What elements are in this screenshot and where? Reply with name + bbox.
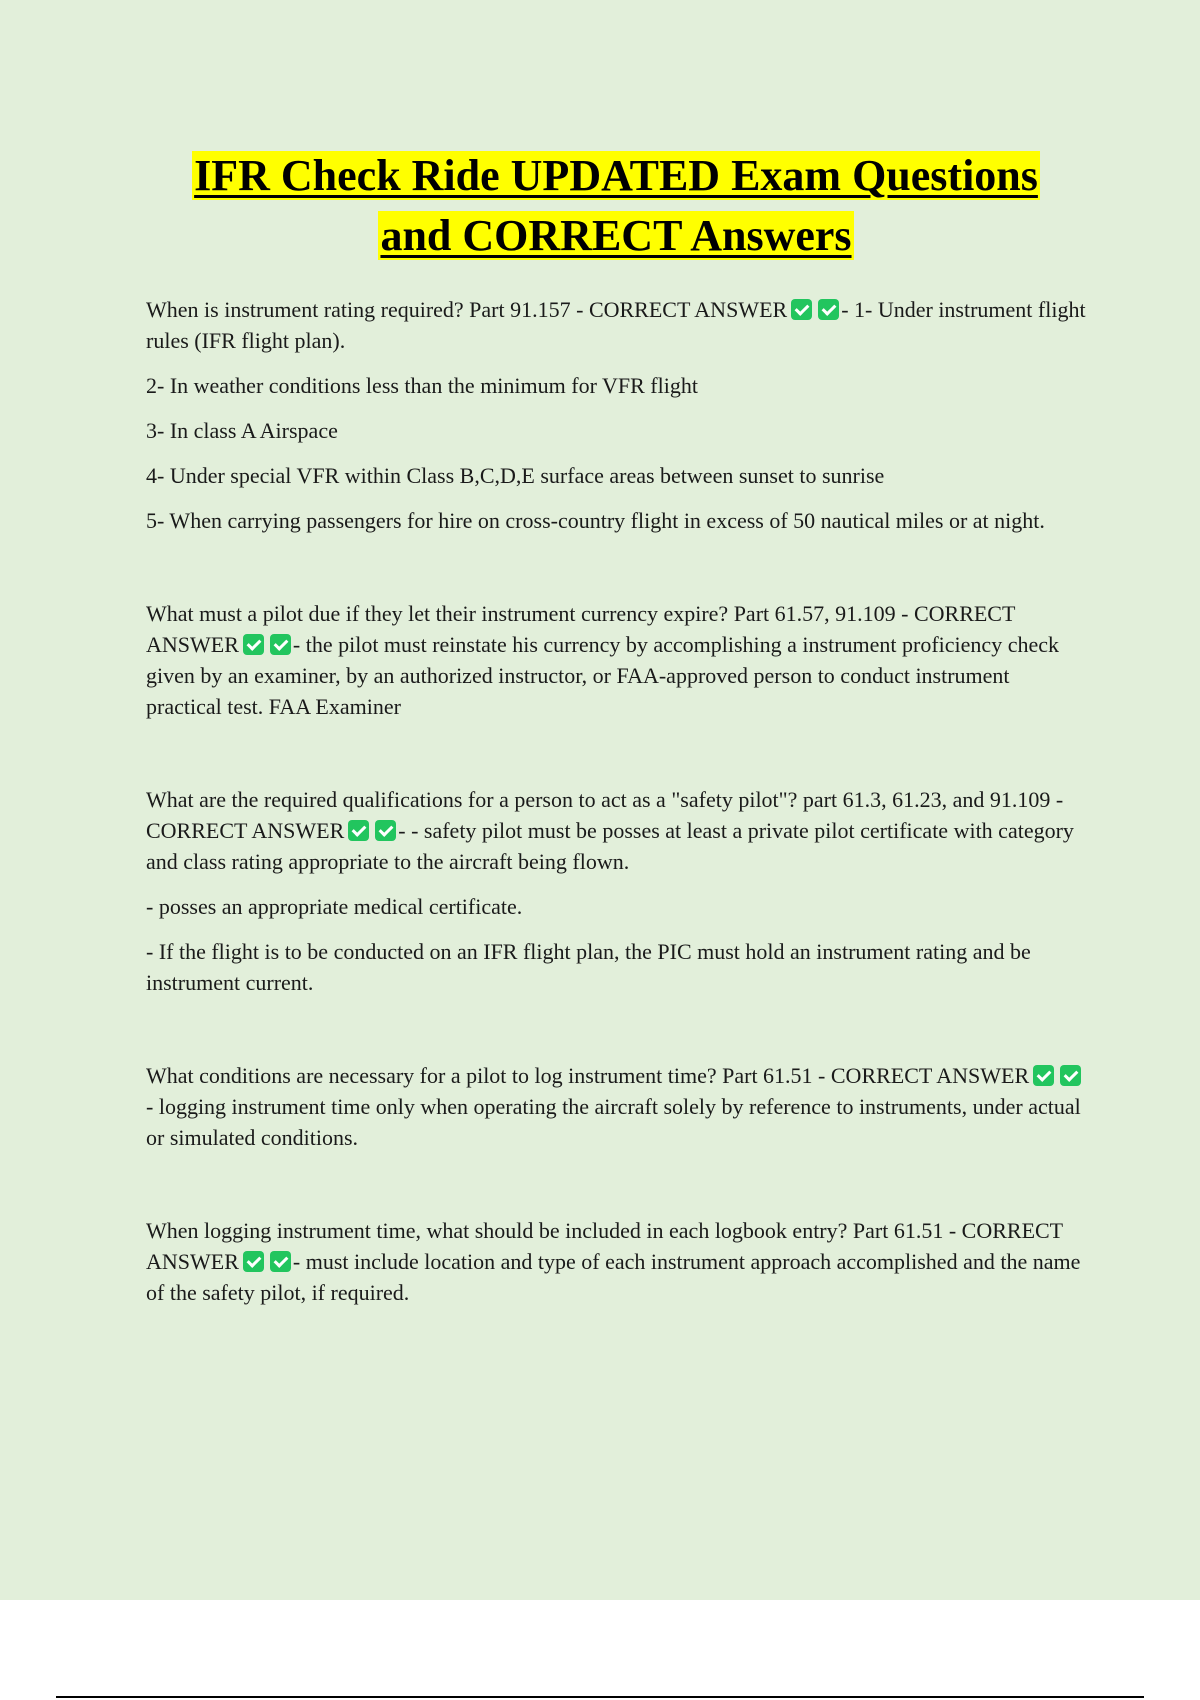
title-line-2: and CORRECT Answers (380, 211, 852, 260)
check-mark-icon (791, 299, 812, 320)
answer-text: - must include location and type of each instrument approach accomplished and the name of the safety pilot, if required. (146, 1249, 1081, 1305)
answer-text: - - safety pilot must be posses at least a private pilot certificate with category and class rating appropriate to the aircraft being flown. (146, 818, 1074, 874)
question-text: What conditions are necessary for a pilot to log instrument time? Part 61.51 - CORRECT ANSWER (146, 1063, 1030, 1088)
qa-item-1 (146, 294, 1086, 536)
qa-item-3 (146, 784, 1086, 998)
qa-paragraph (146, 598, 1086, 722)
check-mark-icon (1033, 1065, 1054, 1086)
answer-extra-line: 5- When carrying passengers for hire on cross-country flight in excess of 50 nautical miles or at night. (146, 508, 1045, 533)
answer-extra-line: 4- Under special VFR within Class B,C,D,E surface areas between sunset to sunrise (146, 463, 885, 488)
qa-paragraph (146, 1060, 1086, 1153)
qa-item-5 (146, 1215, 1086, 1308)
answer-extra-line: 2- In weather conditions less than the minimum for VFR flight (146, 373, 698, 398)
footer-divider (56, 1696, 1144, 1698)
qa-paragraph (146, 1215, 1086, 1308)
answer-text: - logging instrument time only when operating the aircraft solely by reference to instruments, under actual or simulated conditions. (146, 1094, 1081, 1150)
answer-extra-line: - posses an appropriate medical certificate. (146, 894, 523, 919)
check-mark-icon (243, 634, 264, 655)
title-line-1: IFR Check Ride UPDATED Exam Questions (194, 151, 1038, 200)
check-mark-icon (375, 820, 396, 841)
check-mark-icon (270, 634, 291, 655)
qa-paragraph (146, 784, 1086, 877)
qa-paragraph (146, 294, 1086, 356)
answer-extra-line: - If the flight is to be conducted on an IFR flight plan, the PIC must hold an instrument rating and be instrument current. (146, 939, 1031, 995)
check-mark-icon (270, 1251, 291, 1272)
answer-text: - 1- Under instrument flight rules (IFR flight plan). (146, 297, 1086, 353)
answer-text: - the pilot must reinstate his currency by accomplishing a instrument proficiency check given by an examiner, by an authorized instructor, or FAA-approved person to conduct instrument practical test. FAA Examiner (146, 632, 1059, 719)
document-title (146, 146, 1086, 266)
question-text: What must a pilot due if they let their instrument currency expire? Part 61.57, 91.109 - CORRECT ANSWER (146, 601, 1016, 657)
question-text: When logging instrument time, what should be included in each logbook entry? Part 61.51 - CORRECT ANSWER (146, 1218, 1063, 1274)
question-text: When is instrument rating required? Part 91.157 - CORRECT ANSWER (146, 297, 788, 322)
check-mark-icon (243, 1251, 264, 1272)
document-content (146, 146, 1086, 1370)
check-mark-icon (818, 299, 839, 320)
answer-extra-line: 3- In class A Airspace (146, 418, 338, 443)
question-text: What are the required qualifications for a person to act as a "safety pilot"? part 61.3, 61.23, and 91.109 - CORRECT ANSWER (146, 787, 1064, 843)
qa-item-2 (146, 598, 1086, 722)
check-mark-icon (348, 820, 369, 841)
check-mark-icon (1060, 1065, 1081, 1086)
qa-item-4 (146, 1060, 1086, 1153)
